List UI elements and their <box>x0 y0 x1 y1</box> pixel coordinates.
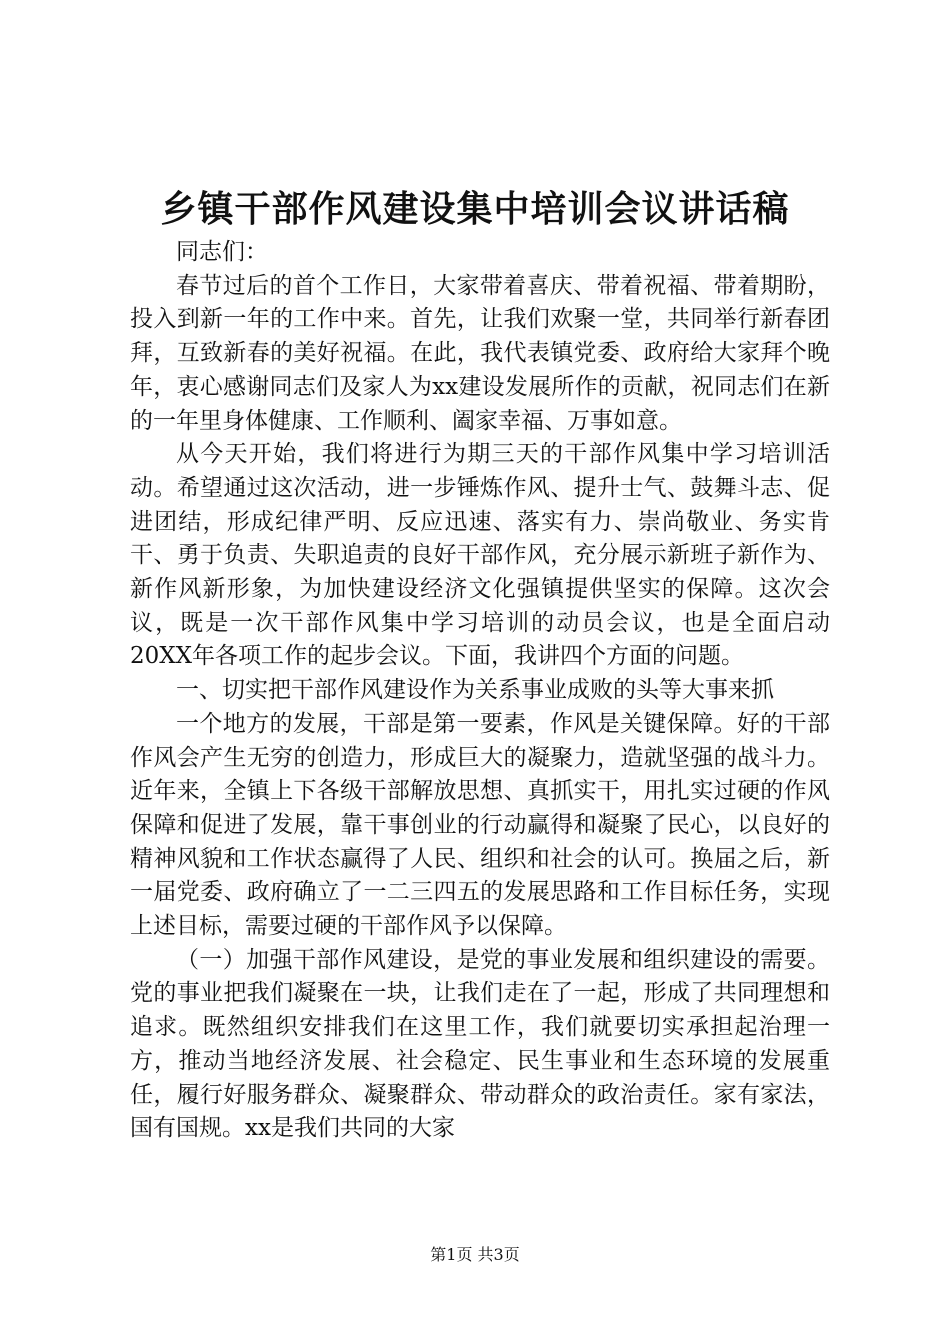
paragraph-training: 从今天开始，我们将进行为期三天的干部作风集中学习培训活动。希望通过这次活动，进一步锤炼作风、提升士气、鼓舞斗志、促进团结，形成纪律严明、反应迅速、落实有力、崇尚敬业、务实肯干、勇于负责、失职追责的良好干部作风，充分展示新班子新作为、新作风新形象，为加快建设经济文化强镇提供坚实的保障。这次会议，既是一次干部作风集中学习培训的动员会议，也是全面启动20XX年各项工作的起步会议。下面，我讲四个方面的问题。 <box>130 441 830 670</box>
document-body <box>130 236 830 1146</box>
paragraph-development: 一个地方的发展，干部是第一要素，作风是关键保障。好的干部作风会产生无穷的创造力，形成巨大的凝聚力，造就坚强的战斗力。近年来，全镇上下各级干部解放思想、真抓实干，用扎实过硬的作风保障和促进了发展，靠干事创业的行动赢得和凝聚了民心，以良好的精神风貌和工作状态赢得了人民、组织和社会的认可。换届之后，新一届党委、政府确立了一二三四五的发展思路和工作目标任务，实现上述目标，需要过硬的干部作风予以保障。 <box>130 710 830 940</box>
section-heading-one: 一、切实把干部作风建设作为关系事业成败的头等大事来抓 <box>176 677 774 704</box>
document-title: 乡镇干部作风建设集中培训会议讲话稿 <box>160 188 790 230</box>
salutation: 同志们： <box>176 239 268 265</box>
paragraph-subsection-one: （一）加强干部作风建设，是党的事业发展和组织建设的需要。党的事业把我们凝聚在一块，让我们走在了一起，形成了共同理想和追求。既然组织安排我们在这里工作，我们就要切实承担起治理一方，推动当地经济发展、社会稳定、民生事业和生态环境的发展重任，履行好服务群众、凝聚群众、带动群众的政治责任。家有家法，国有国规。xx是我们共同的大家 <box>130 946 830 1142</box>
paragraph-opening: 春节过后的首个工作日，大家带着喜庆、带着祝福、带着期盼，投入到新一年的工作中来。首先，让我们欢聚一堂，共同举行新春团拜，互致新春的美好祝福。在此，我代表镇党委、政府给大家拜个晚年，衷心感谢同志们及家人为xx建设发展所作的贡献，祝同志们在新的一年里身体健康、工作顺利、阖家幸福、万事如意。 <box>130 272 830 434</box>
page-number: 第1页 共3页 <box>430 1245 520 1264</box>
